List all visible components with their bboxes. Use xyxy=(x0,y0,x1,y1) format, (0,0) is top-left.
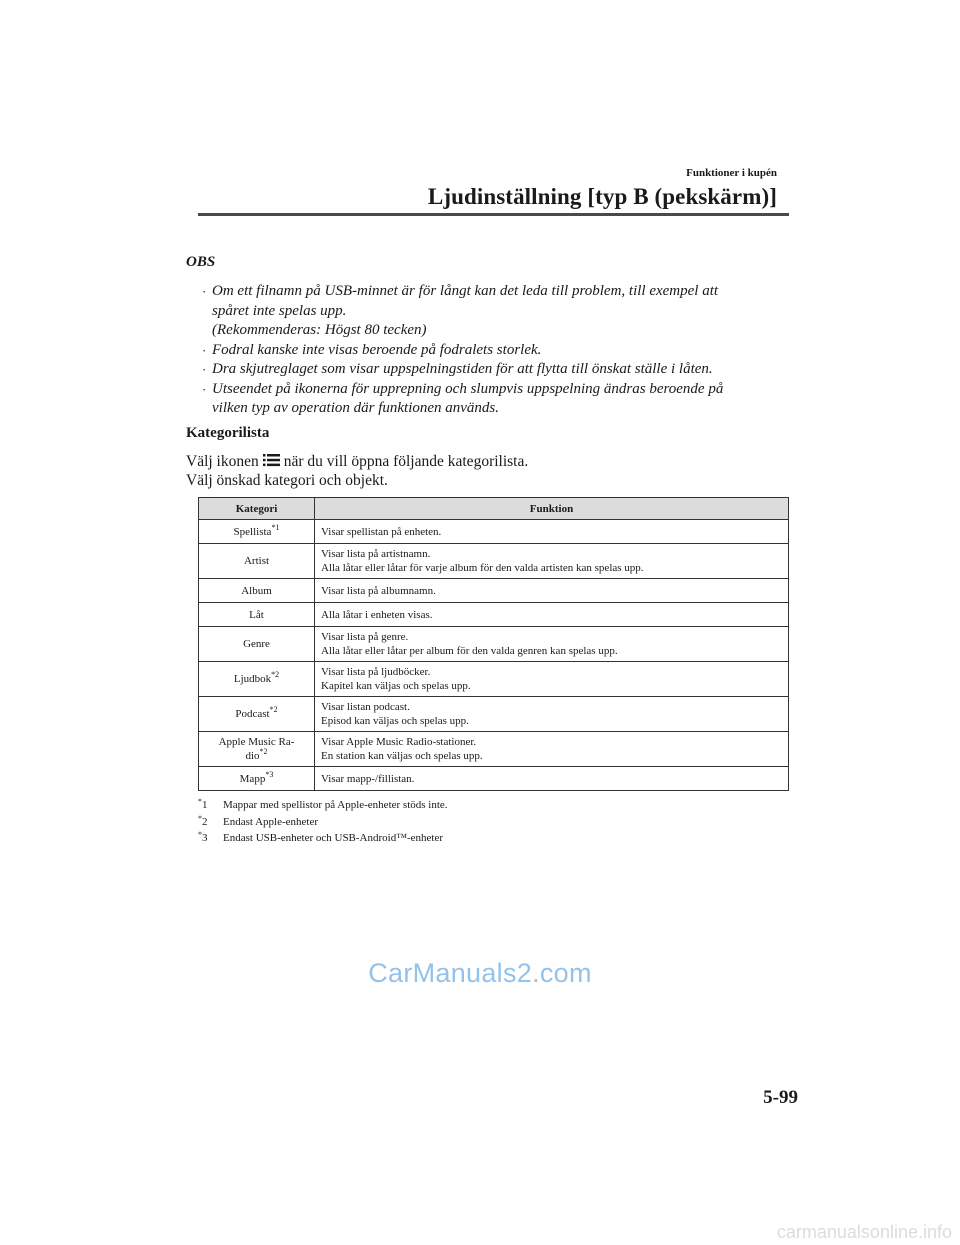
footnote xyxy=(198,814,448,831)
site-watermark: carmanualsonline.info xyxy=(776,1222,952,1242)
footnote-ref: *2 xyxy=(269,705,278,714)
note-item xyxy=(186,380,786,419)
chapter-title: Ljudinställning [typ B (pekskärm)] xyxy=(427,184,777,209)
footnote-number: 2 xyxy=(202,815,208,828)
category-label: Podcast xyxy=(235,708,270,720)
footnote-ref: *3 xyxy=(265,769,274,779)
function-cell: Visar lista på artistnamn. Alla låtar eller låtar för varje album för den valda artisten kan spelas upp. xyxy=(315,544,789,579)
category-cell: Genre xyxy=(199,627,315,662)
list-icon xyxy=(263,453,280,467)
footnote-number: 1 xyxy=(202,799,208,811)
category-cell: Artist xyxy=(199,544,315,579)
category-cell xyxy=(199,767,315,791)
category-cell: Album xyxy=(199,579,315,603)
table-row xyxy=(199,662,789,697)
table-row xyxy=(199,697,789,732)
category-cell: Låt xyxy=(199,603,315,627)
note-text: Fodral kanske inte visas beroende på fodralets storlek. xyxy=(212,341,542,358)
function-cell: Visar lista på ljudböcker. Kapitel kan väljas och spelas upp. xyxy=(315,662,789,697)
category-label-line1: Apple Music Ra- xyxy=(218,736,295,748)
column-header-category: Kategori xyxy=(199,498,315,520)
instruction-text-after: när du vill öppna följande kategorilista. xyxy=(283,453,529,470)
note-list xyxy=(186,282,786,419)
note-item xyxy=(186,341,786,361)
note-heading: OBS xyxy=(186,254,216,270)
note-item xyxy=(186,360,786,380)
note-item xyxy=(186,282,786,341)
bullet-icon: · xyxy=(202,362,207,377)
footnote-text: Endast Apple-enheter xyxy=(223,815,318,828)
category-cell xyxy=(199,520,315,544)
function-cell: Visar lista på albumnamn. xyxy=(315,579,789,603)
footnote-mark xyxy=(198,797,208,814)
footnotes xyxy=(198,797,448,847)
footnote-number: 3 xyxy=(202,832,208,844)
bullet-icon: · xyxy=(202,381,207,397)
table-row xyxy=(199,544,789,579)
footnote xyxy=(198,797,448,814)
table-header-row xyxy=(199,498,789,520)
column-header-function: Funktion xyxy=(315,498,789,520)
footnote-ref: *2 xyxy=(271,670,280,679)
category-label: Ljudbok xyxy=(233,673,272,685)
category-label: Spellista xyxy=(233,525,272,538)
footnote-text: Endast USB-enheter och USB-Android™-enheter xyxy=(223,832,444,844)
table-row xyxy=(199,579,789,603)
function-cell: Visar mapp-/fillistan. xyxy=(315,767,789,791)
function-cell: Alla låtar i enheten visas. xyxy=(315,603,789,627)
note-text: Dra skjutreglaget som visar uppspelningstiden för att flytta till önskat ställe i låten. xyxy=(212,361,713,377)
category-list-heading: Kategorilista xyxy=(186,425,270,441)
header-rule xyxy=(198,213,789,216)
section-label: Funktioner i kupén xyxy=(686,167,777,179)
footnote-mark xyxy=(198,830,208,847)
footnote-star: * xyxy=(198,813,202,823)
category-cell xyxy=(199,697,315,732)
bullet-icon: · xyxy=(202,342,207,358)
function-cell: Visar spellistan på enheten. xyxy=(315,520,789,544)
category-cell xyxy=(199,662,315,697)
function-cell: Visar Apple Music Radio-stationer. En station kan väljas och spelas upp. xyxy=(315,732,789,767)
table-row xyxy=(199,603,789,627)
table-row xyxy=(199,627,789,662)
category-label: Mapp xyxy=(239,772,266,785)
footnote-ref: *1 xyxy=(271,522,280,532)
footnote-ref: *2 xyxy=(259,747,268,756)
table-row xyxy=(199,520,789,544)
function-cell: Visar lista på genre. Alla låtar eller låtar per album för den valda genren kan spelas upp. xyxy=(315,627,789,662)
table-row xyxy=(199,767,789,791)
category-cell xyxy=(199,732,315,767)
watermark: CarManuals2.com xyxy=(368,958,592,988)
note-text: Utseendet på ikonerna för upprepning och slumpvis uppspelning ändras beroende på vilken typ av operation där funktionen används. xyxy=(212,380,724,416)
page-number: 5-99 xyxy=(763,1087,798,1108)
footnote-mark xyxy=(198,814,208,831)
bullet-icon: · xyxy=(202,284,207,299)
footnote-star: * xyxy=(198,830,202,839)
footnote-text: Mappar med spellistor på Apple-enheter stöds inte. xyxy=(223,799,448,811)
instruction-line-2: Välj önskad kategori och objekt. xyxy=(186,472,388,489)
category-table xyxy=(198,497,789,791)
table-row xyxy=(199,732,789,767)
footnote xyxy=(198,830,448,847)
instruction-text-before: Välj ikonen xyxy=(186,453,259,470)
footnote-star: * xyxy=(198,797,202,806)
note-text: Om ett filnamn på USB-minnet är för långt kan det leda till problem, till exempel att spåret inte spelas upp. (Rekommenderas: Högst 80 tecken) xyxy=(212,283,719,338)
category-label-line2: dio xyxy=(245,750,260,762)
function-cell: Visar listan podcast. Episod kan väljas och spelas upp. xyxy=(315,697,789,732)
instruction-line xyxy=(186,453,528,471)
